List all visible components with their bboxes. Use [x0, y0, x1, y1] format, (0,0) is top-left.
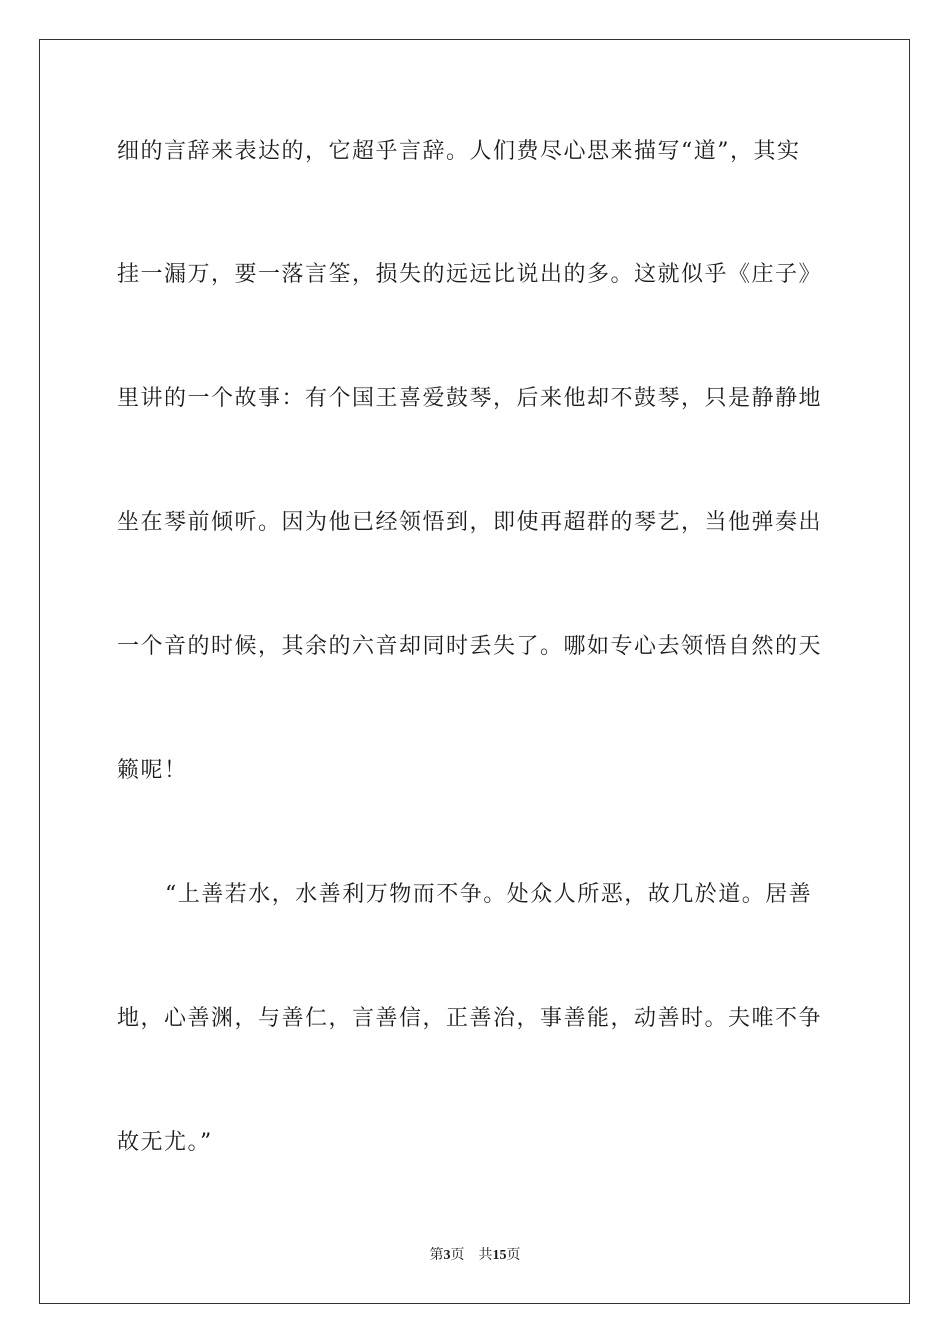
page-footer	[0, 1246, 950, 1266]
text-line-2: 挂一漏万，要一落言筌，损失的远远比说出的多。这就似乎《庄子》	[117, 262, 823, 287]
footer-page-prefix: 第	[429, 1248, 444, 1263]
text-line-1: 细的言辞来表达的，它超乎言辞。人们费尽心思来描写“道”，其实	[117, 139, 801, 164]
text-line-3: 里讲的一个故事：有个国王喜爱鼓琴，后来他却不鼓琴，只是静静地	[117, 386, 823, 411]
text-line-4: 坐在琴前倾听。因为他已经领悟到，即使再超群的琴艺，当他弹奏出	[117, 510, 823, 535]
text-line-8: 地，心善渊，与善仁，言善信，正善治，事善能，动善时。夫唯不争	[117, 1006, 823, 1031]
footer-total-pages: 15	[492, 1248, 507, 1263]
footer-total-suffix: 页	[506, 1248, 521, 1263]
text-line-9: 故无尤。”	[117, 1130, 213, 1155]
text-line-6: 籁呢！	[117, 758, 188, 783]
footer-page-suffix: 页	[450, 1248, 465, 1263]
footer-total-prefix: 共	[478, 1248, 493, 1263]
page-border	[39, 39, 910, 1304]
text-line-5: 一个音的时候，其余的六音却同时丢失了。哪如专心去领悟自然的天	[117, 634, 823, 659]
text-line-7-indented: “上善若水，水善利万物而不争。处众人所恶，故几於道。居善	[165, 882, 813, 907]
footer-page-number: 3	[443, 1248, 451, 1263]
